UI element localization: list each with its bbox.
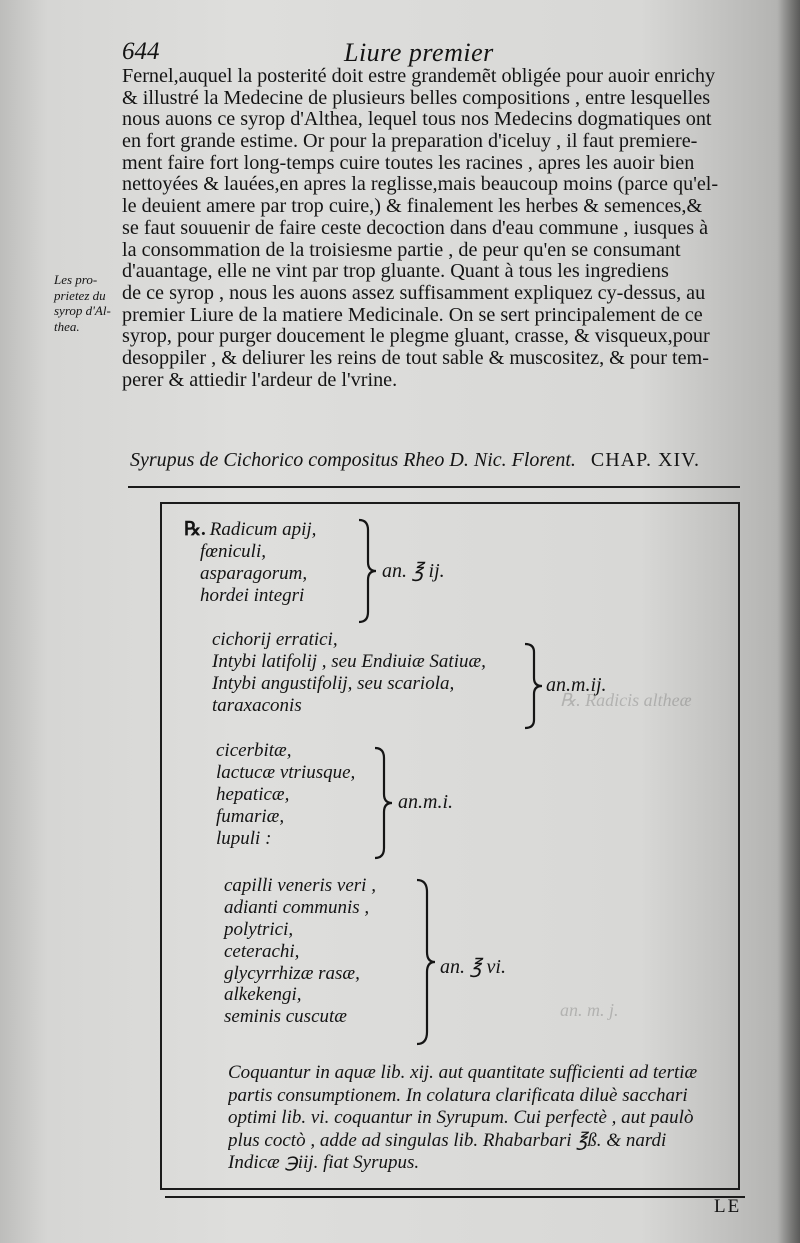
ingredient: cicerbitæ,: [216, 740, 292, 761]
ingredient: asparagorum,: [200, 562, 308, 584]
ingredient: lactucæ vtriusque,: [216, 761, 356, 783]
directions-line: Coquantur in aquæ lib. xij. aut quantitate sufficienti ad tertiæ: [228, 1062, 698, 1083]
ingredient: glycyrrhizæ rasæ,: [224, 962, 360, 984]
margin-note: [54, 272, 120, 334]
recipe-directions: [228, 1062, 728, 1175]
ingredient: hepaticæ,: [216, 783, 290, 805]
text-line: ment faire fort long-temps cuire toutes les racines , apres les auoir bien: [122, 152, 695, 174]
directions-line: Indicæ ℈iij. fiat Syrupus.: [228, 1152, 420, 1174]
text-line: Fernel,auquel la posterité doit estre grandemẽt obligée pour auoir enrichy: [122, 66, 716, 87]
text-line: la consommation de la troisiesme partie , de peur qu'en se consumant: [122, 239, 681, 261]
ingredient: taraxaconis: [212, 694, 302, 716]
text-line: de ce syrop , nous les auons assez suffisamment expliquez cy-dessus, au: [122, 282, 706, 304]
ingredient-group-4: [224, 875, 376, 1028]
text-line: syrop, pour purger doucement le plegme gluant, crasse, & visqueux,pour: [122, 326, 710, 348]
directions-line: optimi lib. vi. coquantur in Syrupum. Cui perfectè , aut paulò: [228, 1107, 694, 1129]
ingredient: polytrici,: [224, 918, 294, 940]
bleed-through: ℞. Radicis altheæ: [560, 690, 692, 710]
chapter-label: CHAP. XIV.: [590, 449, 700, 471]
ingredient: fumariæ,: [216, 805, 285, 827]
ingredient: fœniculi,: [200, 540, 266, 562]
bleed-through: an. m. j.: [560, 1000, 619, 1020]
ingredient: Intybi latifolij , seu Endiuiæ Satiuæ,: [212, 650, 486, 672]
text-line: en fort grande estime. Or pour la preparation d'iceluy , il faut premiere-: [122, 131, 698, 153]
ingredient: Intybi angustifolij, seu scariola,: [212, 672, 455, 694]
text-line: perer & attiedir l'ardeur de l'vrine.: [122, 369, 398, 391]
running-title: Liure premier: [344, 38, 494, 67]
chapter-heading: [130, 449, 735, 472]
ingredient-group-3: [216, 740, 355, 849]
ingredient-name: Radicum apij,: [209, 519, 317, 540]
text-line: nous auons ce syrop d'Althea, lequel tous nos Medecins dogmatiques ont: [122, 109, 712, 131]
margin-note-line: syrop d'Al-: [54, 303, 111, 318]
brace-icon: [414, 876, 438, 1048]
ingredient: alkekengi,: [224, 984, 302, 1006]
bottom-rule: [165, 1196, 745, 1198]
ingredient: [184, 519, 316, 541]
ingredient: adianti communis ,: [224, 896, 370, 918]
body-paragraph: [122, 66, 734, 391]
text-line: le deuient amere par trop cuire,) & finalement les herbes & semences,&: [122, 196, 703, 218]
directions-line: partis consumptionem. In colatura clarificata diluè sacchari: [228, 1084, 688, 1106]
directions-line: plus coctò , adde ad singulas lib. Rhabarbari ℥ß. & nardi: [228, 1129, 667, 1151]
margin-note-line: Les pro-: [54, 272, 98, 287]
text-line: & illustré la Medecine de plusieurs belles compositions , entre lesquelles: [122, 87, 711, 109]
ingredient: ceterachi,: [224, 940, 300, 962]
page-edge-shadow: [778, 0, 800, 1243]
ingredient-group-1: [184, 519, 316, 607]
text-line: premier Liure de la matiere Medicinale. On se sert principalement de ce: [122, 304, 703, 326]
dose-label: an.m.i.: [398, 791, 453, 813]
chapter-title: Syrupus de Cichorico compositus Rheo D. Nic. Florent.: [130, 449, 576, 471]
text-line: d'auantage, elle ne vint par trop gluante. Quant à tous les ingrediens: [122, 261, 669, 283]
text-line: nettoyées & lauées,en apres la reglisse,mais beaucoup moins (parce qu'el-: [122, 174, 719, 196]
page-number: 644: [122, 38, 160, 65]
catchword: LE: [714, 1196, 742, 1217]
dose-label: an. ℥ vi.: [440, 956, 506, 978]
dose-label: an.m.ij.: [546, 674, 607, 696]
ingredient: capilli veneris veri ,: [224, 875, 376, 896]
brace-icon: [356, 516, 378, 626]
ingredient: seminis cuscutæ: [224, 1006, 347, 1028]
top-rule: [128, 486, 740, 488]
brace-icon: [372, 744, 394, 862]
margin-note-line: prietez du: [54, 287, 106, 303]
ingredient: lupuli :: [216, 827, 272, 849]
text-line: se faut souuenir de faire ceste decoction dans d'eau commune , iusques à: [122, 217, 709, 239]
dose-label: an. ℥ ij.: [382, 560, 445, 582]
ingredient-group-2: [212, 629, 486, 717]
recipe-symbol: ℞.: [184, 519, 206, 540]
ingredient: hordei integri: [200, 584, 305, 606]
ingredient: cichorij erratici,: [212, 629, 338, 650]
text-line: desoppiler , & deliurer les reins de tout sable & muscositez, & pour tem-: [122, 347, 709, 369]
brace-icon: [522, 640, 544, 732]
margin-note-line: thea.: [54, 318, 80, 334]
